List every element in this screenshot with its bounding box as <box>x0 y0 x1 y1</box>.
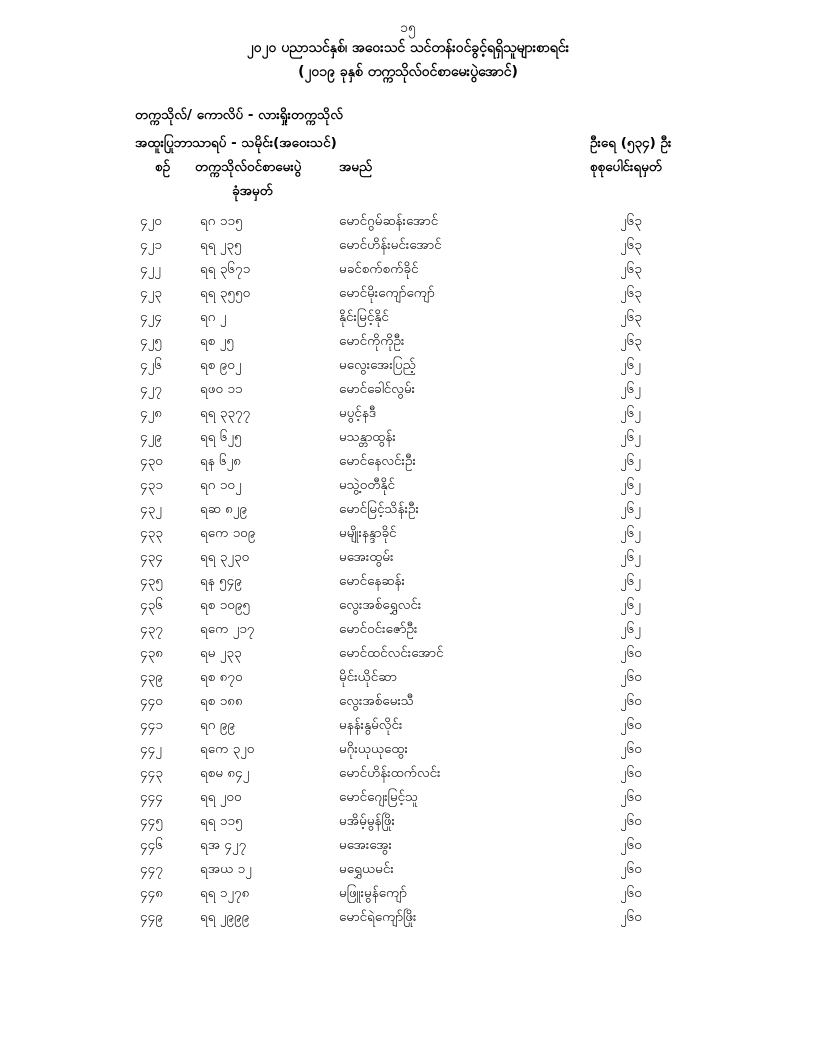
table-row <box>0 692 816 714</box>
roll-number: ရဆ ၈၂၉ <box>200 501 248 517</box>
row-number: ၄၄၆ <box>140 837 163 853</box>
roll-number: ရကေ ၃၂၀ <box>200 741 255 757</box>
page-number: ၁၅ <box>400 20 416 36</box>
row-number: ၄၄၃ <box>140 765 163 781</box>
row-number: ၄၄၅ <box>140 813 163 829</box>
row-number: ၄၃၀ <box>140 453 163 469</box>
total-score: ၂၆၂ <box>620 477 641 493</box>
student-name: မဖြူးမွန်ကျော် <box>339 885 407 901</box>
roll-number: ရရ ၁၁၅ <box>200 813 243 829</box>
total-score: ၂၆၀ <box>620 765 642 781</box>
roll-number: ရစ ၈၇၀ <box>200 669 243 685</box>
roll-number: ရဂ ၁၁၅ <box>200 213 243 229</box>
document-title: ၂၀၂၀ ပညာသင်နှစ်၊ အဝေးသင် သင်တန်းဝင်ခွင့်ရရှိသူများစာရင်း <box>246 40 570 56</box>
total-score: ၂၆၂ <box>620 381 641 397</box>
roll-number: ရရ ၂၃၅ <box>200 237 242 253</box>
table-row <box>0 308 816 330</box>
table-row <box>0 380 816 402</box>
student-name: မောင်နေဆန်း <box>339 573 405 589</box>
row-number: ၄၃၂ <box>140 501 162 517</box>
student-name: မလွေးအေးပြည့် <box>339 357 416 373</box>
roll-number: ရစမ ၈၄၂ <box>200 765 250 781</box>
student-name: မအိမ့်မွန်ဖြိုး <box>339 813 395 829</box>
row-number: ၄၃၁ <box>140 477 163 493</box>
table-row <box>0 404 816 426</box>
student-name: မအေးအွေး <box>339 837 392 853</box>
row-number: ၄၂၈ <box>140 405 162 421</box>
table-row <box>0 668 816 690</box>
student-name: မောင်ဝင်းဇော်ဦး <box>339 621 418 637</box>
table-row <box>0 284 816 306</box>
student-name: လွေးအစ်မေးသီ <box>339 693 414 709</box>
roll-number: ရန ၅၄၉ <box>200 573 242 589</box>
table-row <box>0 332 816 354</box>
total-score: ၂၆၂ <box>620 621 641 637</box>
roll-number: ရကေ ၁၀၉ <box>200 525 256 541</box>
total-score: ၂၆၀ <box>620 909 642 925</box>
total-score: ၂၆၀ <box>620 885 642 901</box>
table-row <box>0 836 816 858</box>
table-row <box>0 548 816 570</box>
student-name: မောင်မြင့်သိန်းဦး <box>339 501 419 517</box>
table-row <box>0 812 816 834</box>
header-no: စဉ် <box>155 159 171 175</box>
total-score: ၂၆၀ <box>620 645 642 661</box>
table-row <box>0 788 816 810</box>
table-row <box>0 596 816 618</box>
row-number: ၄၄၇ <box>140 861 163 877</box>
table-row <box>0 236 816 258</box>
major-label: အထူးပြုဘာသာရပ် - သမိုင်း(အဝေးသင်) <box>135 135 337 151</box>
student-name: မပွင့်နဒီ <box>339 405 376 421</box>
total-score: ၂၆၂ <box>620 357 641 373</box>
row-number: ၄၃၃ <box>140 525 163 541</box>
table-row <box>0 740 816 762</box>
student-name: မသန္တာထွန်း <box>339 429 396 445</box>
row-number: ၄၄၄ <box>140 789 163 805</box>
student-name: မောင်ဂွမ်ဆန်းအောင် <box>339 213 439 229</box>
total-score: ၂၆၂ <box>620 549 641 565</box>
row-number: ၄၂၂ <box>140 261 161 277</box>
university-label: တက္ကသိုလ်/ ကောလိပ် - လားရှိုးတက္ကသိုလ် <box>135 107 344 123</box>
table-row <box>0 620 816 642</box>
roll-number: ရရ ၃၂၃၀ <box>200 549 250 565</box>
roll-number: ရစ ၁၀၉၅ <box>200 597 251 613</box>
row-number: ၄၃၄ <box>140 549 163 565</box>
roll-number: ရကေ ၂၁၇ <box>200 621 255 637</box>
total-score: ၂၆၀ <box>620 837 642 853</box>
table-row <box>0 524 816 546</box>
roll-number: ရရ ၁၂၇၈ <box>200 885 250 901</box>
row-number: ၄၃၅ <box>140 573 163 589</box>
total-score: ၂၆၃ <box>620 237 642 253</box>
row-number: ၄၄၉ <box>140 909 163 925</box>
roll-number: ရရ ၃၆၇၁ <box>200 261 251 277</box>
student-name: မောင်ခေါင်လွမ်း <box>339 381 416 397</box>
row-number: ၄၄၀ <box>140 693 163 709</box>
total-score: ၂၆၀ <box>620 789 642 805</box>
student-name: မရွှေယမင်း <box>339 861 394 877</box>
row-number: ၄၃၇ <box>140 621 163 637</box>
row-number: ၄၃၈ <box>140 645 163 661</box>
student-name: မောင်ဂျေးမြင့်သူ <box>339 789 419 805</box>
student-name: မောင်ကိုကိုဦး <box>339 333 405 349</box>
roll-number: ရစ ၂၅ <box>200 333 234 349</box>
table-row <box>0 356 816 378</box>
table-row <box>0 644 816 666</box>
student-name: မနန်းနွမ်လိုင်း <box>339 717 403 733</box>
header-roll-line2: ခုံအမှတ် <box>232 183 273 199</box>
total-score: ၂၆၂ <box>620 501 641 517</box>
student-name: မောင်ဟိန်းထက်လင်း <box>339 765 441 781</box>
row-number: ၄၂၄ <box>140 309 162 325</box>
row-number: ၄၃၆ <box>140 597 163 613</box>
total-score: ၂၆၀ <box>620 861 642 877</box>
table-row <box>0 716 816 738</box>
total-score: ၂၆၃ <box>620 333 642 349</box>
row-number: ၄၂၁ <box>140 237 162 253</box>
row-number: ၄၄၈ <box>140 885 163 901</box>
table-row <box>0 260 816 282</box>
total-score: ၂၆၀ <box>620 693 642 709</box>
student-name: မောင်ဟိန်းမင်းအောင် <box>339 237 442 253</box>
student-name: မောင်ရဲကျော်ဖြိုး <box>339 909 417 925</box>
student-name: မမျိုးနန္ဒာခိုင် <box>339 525 397 541</box>
roll-number: ရစ ၁၈၈ <box>200 693 243 709</box>
roll-number: ရအယ ၁၂ <box>200 861 252 877</box>
roll-number: ရဂ ၂ <box>200 309 227 325</box>
table-row <box>0 476 816 498</box>
row-number: ၄၂၃ <box>140 285 162 301</box>
total-score: ၂၆၃ <box>620 261 642 277</box>
total-score: ၂၆၂ <box>620 453 641 469</box>
row-number: ၄၂၇ <box>140 381 162 397</box>
table-row <box>0 860 816 882</box>
student-name: မဂိုးယုယုထွေး <box>339 741 408 757</box>
table-row <box>0 908 816 930</box>
total-score: ၂၆၀ <box>620 813 642 829</box>
total-score: ၂၆၃ <box>620 213 642 229</box>
roll-number: ရရ ၃၅၅၀ <box>200 285 251 301</box>
roll-number: ရရ ၂၉၉၉ <box>200 909 250 925</box>
student-name: မောင်ထင်လင်းအောင် <box>339 645 444 661</box>
table-row <box>0 212 816 234</box>
student-count: ဦးရေ (၅၃၄) ဦး <box>590 135 672 151</box>
total-score: ၂၆၃ <box>620 285 642 301</box>
table-row <box>0 500 816 522</box>
row-number: ၄၄၁ <box>140 717 163 733</box>
roll-number: ရဂ ၁၀၂ <box>200 477 242 493</box>
row-number: ၄၃၉ <box>140 669 163 685</box>
table-row <box>0 428 816 450</box>
header-roll: တက္ကသိုလ်ဝင်စာမေးပွဲ <box>195 159 302 175</box>
total-score: ၂၆၀ <box>620 669 642 685</box>
row-number: ၄၂၉ <box>140 429 162 445</box>
total-score: ၂၆၀ <box>620 717 642 733</box>
student-name: မအေးထွမ်း <box>339 549 394 565</box>
roll-number: ရမ ၂၃၃ <box>200 645 242 661</box>
document-subtitle: (၂၀၁၉ ခုနှစ် တက္ကသိုလ်ဝင်စာမေးပွဲအောင်) <box>298 64 518 80</box>
header-total: စုစုပေါင်းရမှတ် <box>590 159 663 175</box>
roll-number: ရဂ ၉၉ <box>200 717 235 733</box>
student-name: မောင်နေလင်းဦး <box>339 453 416 469</box>
table-row <box>0 452 816 474</box>
total-score: ၂၆၂ <box>620 429 641 445</box>
total-score: ၂၆၂ <box>620 405 641 421</box>
roll-number: ရန ၆၂၈ <box>200 453 241 469</box>
table-row <box>0 764 816 786</box>
student-name: မခင်စက်စက်ခိုင် <box>339 261 419 277</box>
student-name: မိုင်းယိုင်ဆာ <box>339 669 397 685</box>
roll-number: ရစ ၉၀၂ <box>200 357 242 373</box>
roll-number: ရရ ၃၃၇၇ <box>200 405 251 421</box>
row-number: ၄၂၀ <box>140 213 162 229</box>
roll-number: ရရ ၂၀၀ <box>200 789 242 805</box>
header-name: အမည် <box>339 159 373 175</box>
student-name: မသွဲ့ဝတီနိုင် <box>339 477 395 493</box>
roll-number: ရအ ၄၂၇ <box>200 837 247 853</box>
row-number: ၄၂၅ <box>140 333 162 349</box>
total-score: ၂၆၀ <box>620 741 642 757</box>
row-number: ၄၄၂ <box>140 741 162 757</box>
table-row <box>0 572 816 594</box>
total-score: ၂၆၂ <box>620 573 641 589</box>
total-score: ၂၆၂ <box>620 597 641 613</box>
roll-number: ရဖဝ ၁၁ <box>200 381 243 397</box>
table-row <box>0 884 816 906</box>
row-number: ၄၂၆ <box>140 357 162 373</box>
student-name: နိုင်းမြင့်နိုင် <box>339 309 389 325</box>
total-score: ၂၆၂ <box>620 525 641 541</box>
student-name: မောင်မိုးကျော်ကျော် <box>339 285 435 301</box>
roll-number: ရရ ၆၂၅ <box>200 429 242 445</box>
student-name: လွေးအစ်ရွှေလင်း <box>339 597 422 613</box>
total-score: ၂၆၃ <box>620 309 642 325</box>
